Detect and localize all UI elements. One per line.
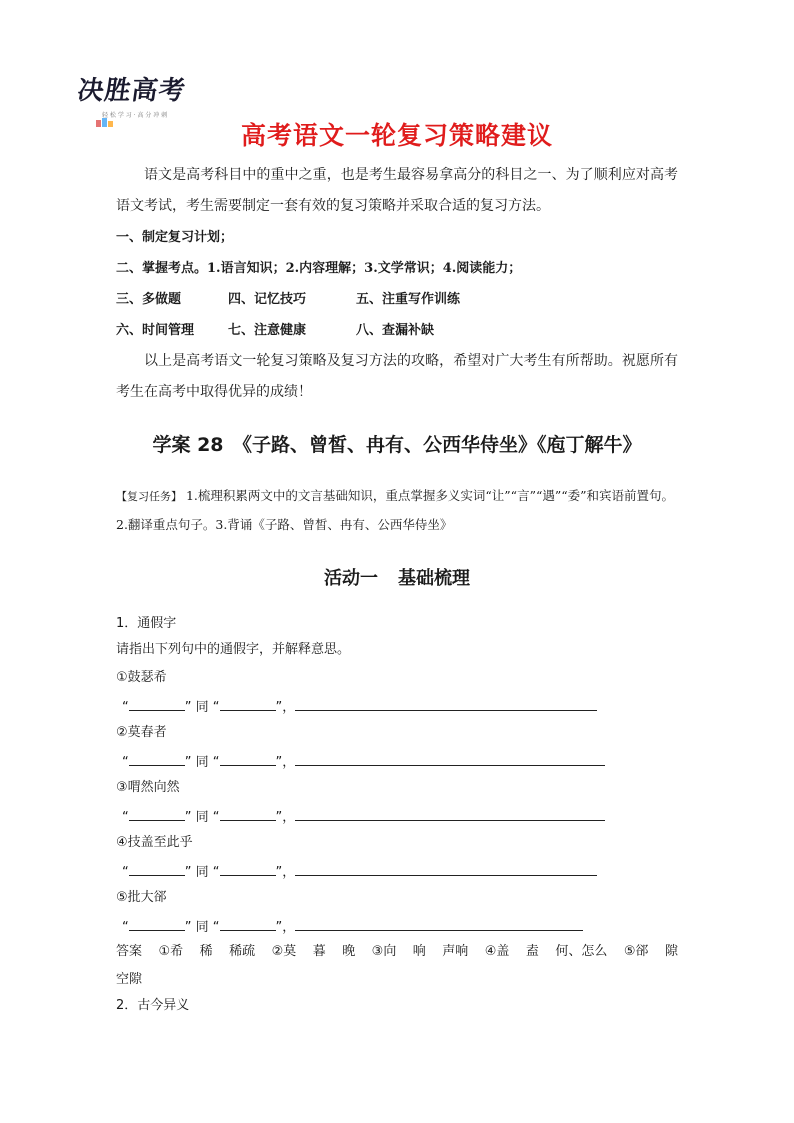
point-5: 五、注重写作训练 — [356, 292, 461, 307]
intro-paragraph: 语文是高考科目中的重中之重，也是考生最容易拿高分的科目之一、为了顺利应对高考语文考试，考生需要制定一套有效的复习策略并采取合适的复习方法。 — [116, 167, 678, 214]
points-row-4 — [116, 315, 434, 346]
blank-char[interactable] — [220, 751, 276, 766]
blank-char[interactable] — [129, 861, 185, 876]
blank-char[interactable] — [220, 861, 276, 876]
fill-blank-row: “ ” 同 “ ”， — [122, 696, 597, 718]
blank-meaning[interactable] — [295, 861, 597, 876]
blank-meaning[interactable] — [295, 916, 583, 931]
blank-char[interactable] — [220, 696, 276, 711]
item-label: ①鼓瑟希 — [116, 670, 167, 685]
point-3: 三、多做题 — [116, 292, 182, 307]
blank-meaning[interactable] — [295, 696, 597, 711]
point-8: 八、查漏补缺 — [356, 323, 435, 338]
blank-meaning[interactable] — [295, 806, 605, 821]
blank-char[interactable] — [129, 751, 185, 766]
review-task — [116, 482, 678, 539]
blank-char[interactable] — [129, 696, 185, 711]
point-7: 七、注意健康 — [228, 323, 307, 338]
points-row-3 — [116, 284, 460, 315]
blank-char[interactable] — [220, 806, 276, 821]
lesson-title: 学案 28 《子路、曾皙、冉有、公西华侍坐》《庖丁解牛》 — [152, 434, 642, 456]
activity-heading — [0, 564, 794, 590]
activity-name: 活动一 — [324, 568, 378, 589]
item-label: ②莫春者 — [116, 725, 167, 740]
point-6: 六、时间管理 — [116, 323, 195, 338]
section-1-instruction: 请指出下列句中的通假字，并解释意思。 — [116, 642, 351, 657]
review-task-tag: 【复习任务】 — [116, 490, 182, 503]
answer-row: 答案 ①希 稀 稀疏 ②莫 暮 晚 ③向 响 声响 ④盖 盍 何、怎么 ⑤郤 隙 — [116, 944, 678, 959]
section-1-heading: 1．通假字 — [116, 616, 177, 631]
closing-paragraph: 以上是高考语文一轮复习策略及复习方法的攻略，希望对广大考生有所帮助。祝愿所有考生在高考中取得优异的成绩！ — [116, 353, 678, 400]
review-task-text: 1.梳理积累两文中的文言基础知识，重点掌握多义实词“让”“言”“遇”“委”和宾语前置句。2.翻译重点句子。3.背诵《子路、曾皙、冉有、公西华侍坐》 — [116, 488, 675, 532]
point-4: 四、记忆技巧 — [228, 292, 307, 307]
fill-blank-row: “ ” 同 “ ”， — [122, 751, 605, 773]
item-label: ③喟然向然 — [116, 780, 180, 795]
fill-blank-row: “ ” 同 “ ”， — [122, 806, 605, 828]
item-label: ④技盖至此乎 — [116, 835, 193, 850]
activity-topic: 基础梳理 — [398, 568, 470, 589]
answer-block — [116, 938, 678, 994]
fill-blank-row: “ ” 同 “ ”， — [122, 916, 583, 938]
point-1: 一、制定复习计划； — [116, 230, 234, 245]
logo-subtitle: 轻 松 学 习 · 高 分 冲 刺 — [102, 112, 168, 119]
logo-text: 决胜高考 — [75, 76, 188, 106]
blank-char[interactable] — [220, 916, 276, 931]
item-label: ⑤批大郤 — [116, 890, 167, 905]
section-2-heading: 2．古今异义 — [116, 998, 190, 1013]
fill-blank-row: “ ” 同 “ ”， — [122, 861, 597, 883]
blank-char[interactable] — [129, 916, 185, 931]
answer-continuation: 空隙 — [116, 972, 143, 987]
blank-meaning[interactable] — [295, 751, 605, 766]
page-title: 高考语文一轮复习策略建议 — [240, 121, 553, 150]
point-2: 二、掌握考点。1.语言知识；2.内容理解；3.文学常识；4.阅读能力； — [116, 261, 522, 276]
blank-char[interactable] — [129, 806, 185, 821]
